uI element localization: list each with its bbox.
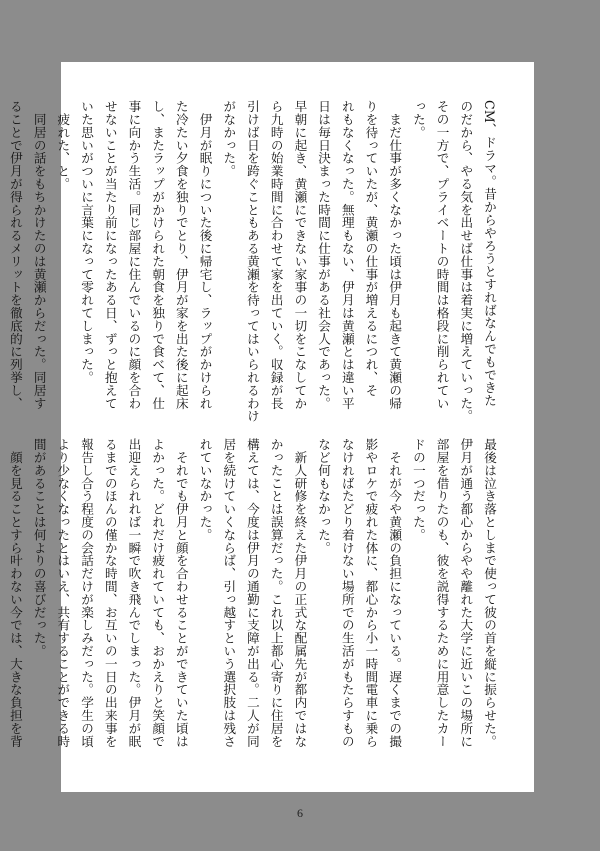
text-line: 新人研修を終えた伊月の正式な配属先が都内ではな bbox=[292, 438, 308, 748]
text-line: 事に向かう生活。同じ部屋に住んでいるのに顔を合わ bbox=[126, 100, 142, 410]
text-line: いた思いがついに言葉になって零れてしまった。 bbox=[79, 100, 95, 384]
text-line: 早朝に起き、黄瀬にできない家事の一切をこなしてか bbox=[292, 100, 308, 410]
text-line: 伊月が眠りについた後に帰宅し、ラップがかけられ bbox=[197, 100, 213, 410]
text-line: より少なくなったとはいえ、共有することができる時 bbox=[55, 438, 71, 748]
text-line: など何もなかった。 bbox=[316, 438, 332, 555]
text-line: れもなくなった。無理もない、伊月は黄瀬とは違い平 bbox=[339, 100, 355, 410]
page-number: 6 bbox=[297, 806, 303, 820]
text-line: 部屋を借りたのも、彼を説得するために用意したカー bbox=[434, 438, 450, 748]
text-line: りを待っていたが、黄瀬の仕事が増えるにつれ、そ bbox=[363, 100, 379, 397]
text-line: 構えては、今度は伊月の通勤に支障が出る。二人が同 bbox=[244, 438, 260, 748]
upper-text-block bbox=[7, 100, 501, 430]
text-line: 伊月が通う都心からやや離れた大学に近いこの場所に bbox=[458, 438, 474, 748]
text-line: 日は毎日決まった時間に仕事がある社会人であった。 bbox=[316, 100, 332, 410]
text-line: ら九時の始業時間に合わせて家を出ていく。収録が長 bbox=[268, 100, 284, 410]
text-line: 顔を見ることすら叶わない今では、大きな負担を背 bbox=[7, 438, 23, 748]
text-line: がなかった。 bbox=[221, 100, 237, 178]
text-line: 出迎えられれば一瞬で吹き飛んでしまった。伊月が眠 bbox=[126, 438, 142, 748]
text-line: 報告し合う程度の会話だけが楽しみだった。学生の頃 bbox=[79, 438, 95, 748]
text-line: 間があることは何よりの喜びだった。 bbox=[31, 438, 47, 658]
text-line: かったことは誤算だった。これ以上都心寄りに住居を bbox=[268, 438, 284, 748]
book-page bbox=[7, 62, 534, 792]
text-line: 最後は泣き落としまで使って彼の首を縦に振らせた。 bbox=[482, 438, 497, 748]
text-line: 引けば日を跨ぐこともある黄瀬を待ってはいられるわけ bbox=[244, 100, 260, 423]
text-line: 同居の話をもちかけたのは黄瀬からだった。同居す bbox=[31, 100, 47, 410]
text-line: 疲れた、と。 bbox=[55, 100, 71, 191]
text-line: まだ仕事が多くなかった頃は伊月も起きて黄瀬の帰 bbox=[387, 100, 403, 410]
text-line: それでも伊月と顔を合わせることができていた頃は bbox=[173, 438, 189, 748]
text-line: CM、ドラマ。昔からやろうとすればなんでもできた bbox=[482, 100, 497, 407]
text-line: った。 bbox=[410, 100, 426, 139]
text-line: その一方で、プライベートの時間は格段に削られてい bbox=[434, 100, 450, 410]
text-line: よかった。どれだけ疲れていても、おかえりと笑顔で bbox=[150, 438, 166, 748]
text-line: た冷たい夕食を独りでとり、伊月が家を出た後に起床 bbox=[173, 100, 189, 410]
text-line: 影やロケで疲れた体に、都心から小一時間電車に乗ら bbox=[363, 438, 379, 748]
text-line: 居を続けていくならば、引っ越すという選択肢は残さ bbox=[221, 438, 237, 748]
text-line: るまでのほんの僅かな時間、お互いの一日の出来事を bbox=[102, 438, 118, 748]
text-line: せないことが当たり前になったある日、ずっと抱えて bbox=[102, 100, 118, 410]
text-line: ることで伊月が得られるメリットを徹底的に列挙し、 bbox=[7, 100, 23, 410]
text-line: ドの一つだった。 bbox=[410, 438, 426, 542]
text-line: れていなかった。 bbox=[197, 438, 213, 542]
lower-text-block bbox=[7, 438, 501, 765]
text-line: それが今や黄瀬の負担になっている。遅くまでの撮 bbox=[387, 438, 403, 748]
text-line: なければたどり着けない場所での生活がもたらすもの bbox=[339, 438, 355, 748]
text-line: のだから、やる気を出せば仕事は着実に増えていった。 bbox=[458, 100, 474, 423]
text-line: し、またラップがかけられた朝食を独りで食べて、仕 bbox=[150, 100, 166, 410]
